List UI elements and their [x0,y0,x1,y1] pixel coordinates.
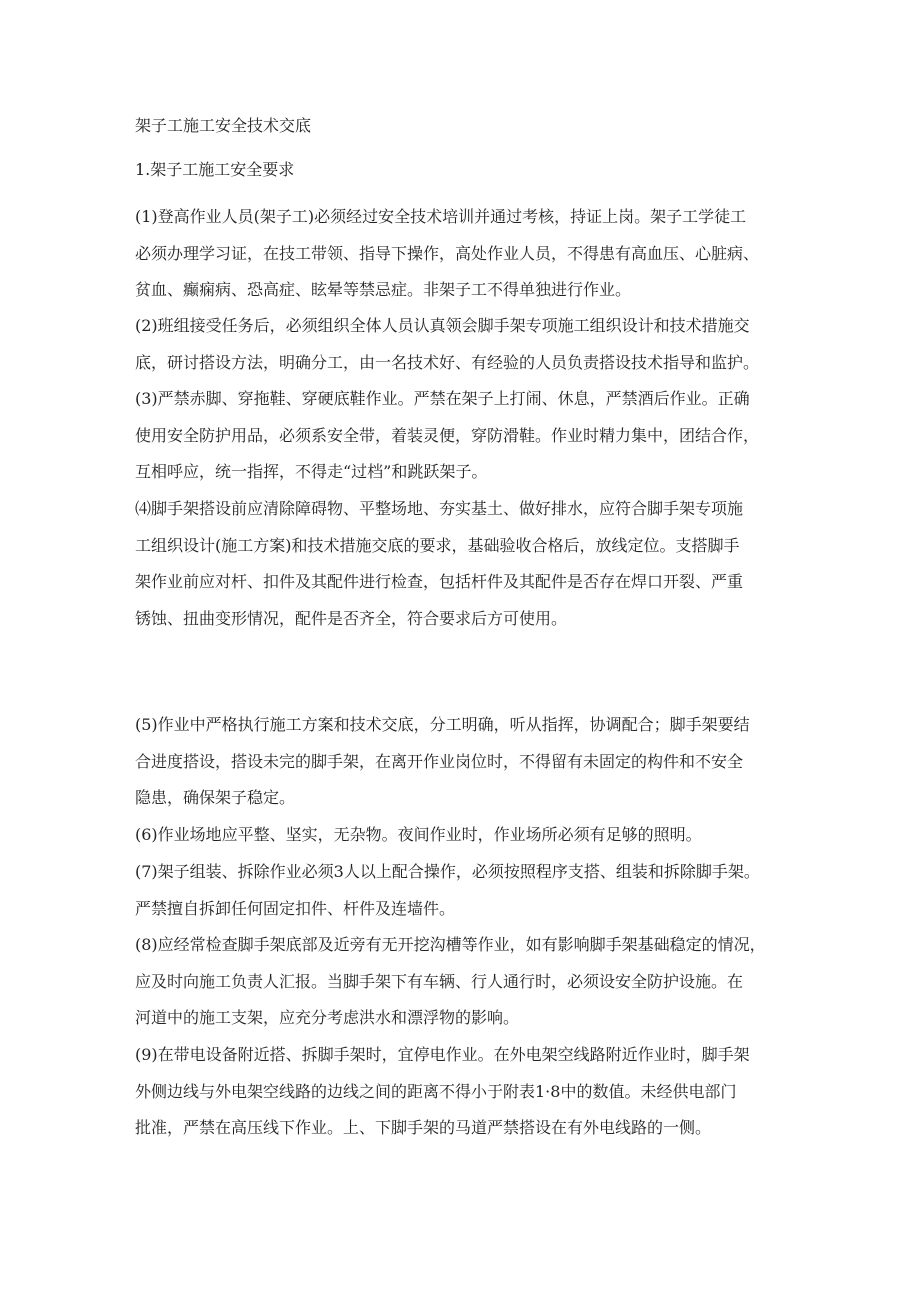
paragraph-4 [135,491,795,637]
paragraph-line: 河道中的施工支架，应充分考虑洪水和漂浮物的影响。 [135,1008,520,1027]
paragraph-line: 隐患，确保架子稳定。 [135,788,296,807]
paragraph-line: 工组织设计(施工方案)和技术措施交底的要求，基础验收合格后，放线定位。支搭脚手 [135,535,740,555]
paragraph-line: 贫血、癫痫病、恐高症、眩晕等禁忌症。非架子工不得单独进行作业。 [135,280,632,299]
paragraph-line: 互相呼应，统一指挥，不得走“过档”和跳跃架子。 [135,462,488,481]
section-heading: 1.架子工施工安全要求 [135,160,295,179]
paragraph-line: 使用安全防护用品，必须系安全带，着装灵便，穿防滑鞋。作业时精力集中，团结合作， [135,425,760,445]
paragraph-9 [135,1037,795,1147]
paragraph-2 [135,308,795,381]
paragraph-line: (7)架子组装、拆除作业必须3人以上配合操作，必须按照程序支搭、组装和拆除脚手架。 [135,862,760,881]
paragraph-line: (3)严禁赤脚、穿拖鞋、穿硬底鞋作业。严禁在架子上打闹、休息，严禁酒后作业。正确 [135,389,750,408]
paragraph-5 [135,707,795,817]
paragraph-line: 合进度搭设，搭设未完的脚手架，在离开作业岗位时，不得留有未固定的构件和不安全 [135,751,744,771]
paragraph-line: 架作业前应对杆、扣件及其配件进行检查，包括杆件及其配件是否存在焊口开裂、严重 [135,572,744,591]
paragraph-8 [135,927,795,1037]
paragraph-line: (2)班组接受任务后，必须组织全体人员认真领会脚手架专项施工组织设计和技术措施交 [135,316,750,335]
paragraph-1 [135,199,795,309]
paragraph-line: ⑷脚手架搭设前应清除障碍物、平整场地、夯实基土、做好排水，应符合脚手架专项施 [135,499,744,518]
paragraph-6 [135,817,795,854]
paragraph-7 [135,854,795,927]
paragraph-line: (5)作业中严格执行施工方案和技术交底，分工明确，听从指挥，协调配合；脚手架要结 [135,715,750,734]
paragraph-line: (1)登高作业人员(架子工)必须经过安全技术培训并通过考核，持证上岗。架子工学徒工 [135,207,747,226]
paragraph-3 [135,381,795,491]
paragraph-line: (8)应经常检查脚手架底部及近旁有无开挖沟槽等作业，如有影响脚手架基础稳定的情况， [135,935,766,954]
paragraph-line: (6)作业场地应平整、坚实，无杂物。夜间作业时，作业场所必须有足够的照明。 [135,825,702,844]
document-title: 架子工施工安全技术交底 [135,116,312,135]
paragraph-line: (9)在带电设备附近搭、拆脚手架时，宜停电作业。在外电架空线路附近作业时，脚手架 [135,1045,750,1064]
paragraph-line: 外侧边线与外电架空线路的边线之间的距离不得小于附表1·8中的数值。未经供电部门 [135,1081,737,1101]
paragraph-line: 严禁擅自拆卸任何固定扣件、杆件及连墙件。 [135,898,456,918]
paragraph-line: 锈蚀、扭曲变形情况，配件是否齐全，符合要求后方可使用。 [135,608,568,628]
paragraph-line: 必须办理学习证，在技工带领、指导下操作，高处作业人员，不得患有高血压、心脏病、 [135,243,760,263]
paragraph-line: 底，研讨搭设方法，明确分工，由一名技术好、有经验的人员负责搭设技术指导和监护。 [135,352,760,372]
paragraph-line: 应及时向施工负责人汇报。当脚手架下有车辆、行人通行时，必须设安全防护设施。在 [135,971,744,991]
paragraph-line: 批准，严禁在高压线下作业。上、下脚手架的马道严禁搭设在有外电线路的一侧。 [135,1118,712,1137]
